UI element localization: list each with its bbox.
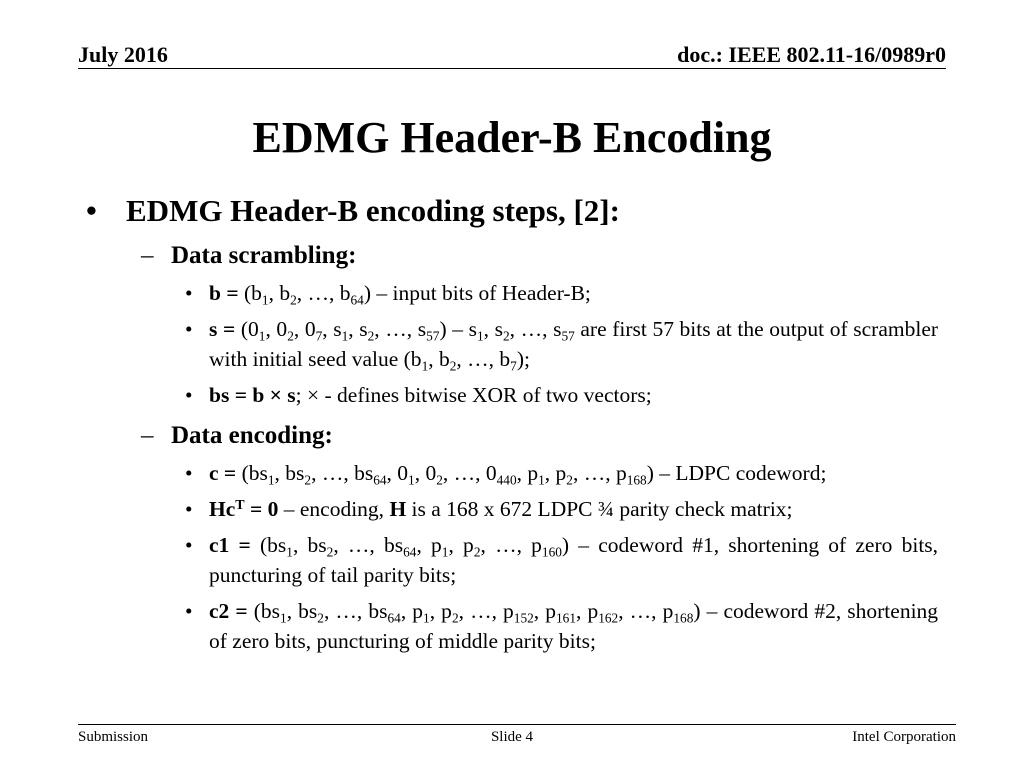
list-item <box>86 278 938 308</box>
item-text: , …, s <box>509 317 562 341</box>
item-text: ) – s <box>439 317 477 341</box>
item-text: , …, bs <box>311 461 374 485</box>
item-text: , 0 <box>414 461 437 485</box>
item-subscript: 2 <box>304 472 312 488</box>
item-text: ) – codeword #2, shortening of zero bits, puncturing of middle parity bits; <box>209 599 939 653</box>
footer-submission: Submission <box>78 729 149 745</box>
item-text: (bs <box>260 533 287 557</box>
item-subscript: 64 <box>373 472 387 488</box>
bullet-dot: • <box>185 317 193 341</box>
list-item <box>86 380 938 410</box>
item-subscript: 1 <box>341 328 349 344</box>
item-subscript: 168 <box>673 610 694 626</box>
item-equals: = <box>235 599 248 623</box>
item-equals: = <box>223 461 237 485</box>
section-heading-text: Data scrambling: <box>171 242 357 269</box>
bullet-top-text: EDMG Header-B encoding steps, [2]: <box>126 193 620 228</box>
item-text: , …, s <box>374 317 427 341</box>
item-subscript: 1 <box>441 544 449 560</box>
list-item <box>86 530 938 590</box>
item-text: are first 57 bits at the output of scrambler with initial seed value (b <box>209 317 939 371</box>
footer-slide-number: Slide 4 <box>490 729 534 745</box>
item-lead: b <box>209 281 221 305</box>
item-subscript: 2 <box>566 472 573 488</box>
item-equals: = <box>238 533 251 557</box>
dash-marker: – <box>141 422 154 449</box>
footer-divider <box>78 724 956 725</box>
footer-company: Intel Corporation <box>852 729 956 745</box>
item-subscript: 2 <box>473 544 481 560</box>
item-lead: c <box>209 461 219 485</box>
item-text: , s <box>348 317 368 341</box>
bullet-dot: • <box>185 461 193 485</box>
bullet-dot: • <box>185 497 193 521</box>
item-text: ) – input bits of Header-B; <box>363 281 591 305</box>
item-text: ) – LDPC codeword; <box>646 461 827 485</box>
item-lead: Hc <box>209 497 236 521</box>
item-text: ) – codeword #1, shortening of zero bits, puncturing of tail parity bits; <box>209 533 939 587</box>
item-subscript: 1 <box>267 472 275 488</box>
item-subscript: 1 <box>258 328 266 344</box>
item-text: (bs <box>253 599 281 623</box>
item-subscript: 2 <box>449 358 457 374</box>
item-subscript: 1 <box>476 328 484 344</box>
list-item <box>86 494 938 524</box>
item-subscript: 2 <box>502 328 510 344</box>
dash-marker: – <box>141 242 154 269</box>
item-subscript: 1 <box>261 292 269 308</box>
item-text: , …, 0 <box>442 461 497 485</box>
bullet-dot: • <box>86 193 97 228</box>
item-text: , p <box>416 533 442 557</box>
item-lead: c1 <box>209 533 230 557</box>
item-text: , 0 <box>386 461 409 485</box>
list-item <box>86 596 938 656</box>
item-text: , …, bs <box>333 533 404 557</box>
item-text: , bs <box>292 533 327 557</box>
item-equals: = <box>222 317 236 341</box>
item-subscript: 1 <box>286 544 293 560</box>
item-text: , b <box>268 281 291 305</box>
item-text: , p <box>533 599 556 623</box>
header-doc-id: doc.: IEEE 802.11-16/0989r0 <box>677 42 946 67</box>
item-text: , …, p <box>458 599 514 623</box>
item-subscript: 1 <box>421 358 429 374</box>
item-text: , …, p <box>480 533 542 557</box>
item-text: (bs <box>241 461 268 485</box>
section-heading-text: Data encoding: <box>171 422 333 449</box>
item-text: ; × - defines bitwise XOR of two vectors; <box>295 383 652 407</box>
item-subscript: 440 <box>496 472 517 488</box>
item-text: , s <box>322 317 342 341</box>
item-text: , 0 <box>293 317 316 341</box>
item-subscript: 2 <box>451 610 459 626</box>
item-equals: = 0 <box>249 497 279 521</box>
item-subscript: 160 <box>541 544 562 560</box>
list-item <box>86 314 938 374</box>
item-text: , p <box>544 461 567 485</box>
item-subscript: 64 <box>403 544 417 560</box>
section-heading <box>86 420 938 452</box>
item-lead: s <box>209 317 218 341</box>
item-text: , bs <box>286 599 318 623</box>
bullet-dot: • <box>185 281 193 305</box>
item-subscript: 64 <box>350 292 364 308</box>
item-lead: c2 <box>209 599 230 623</box>
item-text: , bs <box>274 461 305 485</box>
item-subscript: 57 <box>561 328 575 344</box>
item-subscript: 57 <box>426 328 440 344</box>
sections-container <box>86 240 938 656</box>
item-text: , …, p <box>572 461 627 485</box>
item-subscript: 2 <box>367 328 375 344</box>
item-subscript: 2 <box>436 472 443 488</box>
list-item <box>86 458 938 488</box>
item-text: , p <box>400 599 424 623</box>
bullet-dot: • <box>185 383 193 407</box>
slide-body <box>86 192 938 656</box>
item-text: , …, bs <box>323 599 388 623</box>
item-text: , p <box>576 599 599 623</box>
item-subscript: 64 <box>387 610 401 626</box>
item-subscript: 1 <box>280 610 287 626</box>
item-subscript: 7 <box>510 358 517 374</box>
item-lead-sup: T <box>235 498 245 514</box>
item-text: ); <box>516 347 530 371</box>
bullet-top <box>86 192 938 230</box>
item-subscript: 162 <box>598 610 619 626</box>
item-subscript: 1 <box>538 472 545 488</box>
item-text: , s <box>483 317 503 341</box>
item-lead: bs = b × s <box>209 383 296 407</box>
section-heading <box>86 240 938 272</box>
item-text: , p <box>448 533 474 557</box>
bullet-dot: • <box>185 533 193 557</box>
item-subscript: 7 <box>315 328 323 344</box>
item-text: is a 168 x 672 LDPC ¾ parity check matrix; <box>406 497 793 521</box>
slide-title: EDMG Header-B Encoding <box>252 113 772 162</box>
item-text: , …, p <box>618 599 674 623</box>
item-subscript: 161 <box>556 610 576 626</box>
item-text: , …, b <box>296 281 351 305</box>
item-text: , p <box>429 599 452 623</box>
item-subscript: 1 <box>408 472 415 488</box>
item-text: (b <box>243 281 262 305</box>
item-equals: = <box>226 281 239 305</box>
item-subscript: 2 <box>290 292 297 308</box>
item-subscript: 168 <box>626 472 647 488</box>
header-divider <box>78 68 946 69</box>
header-date: July 2016 <box>78 42 168 67</box>
item-subscript: 2 <box>287 328 294 344</box>
item-text: , b <box>428 347 450 371</box>
item-text: , …, b <box>456 347 511 371</box>
item-text: – encoding, <box>283 497 390 521</box>
item-subscript: 152 <box>513 610 534 626</box>
item-subscript: 2 <box>317 610 324 626</box>
bullet-dot: • <box>185 599 193 623</box>
item-bold: H <box>389 497 407 521</box>
item-text: , 0 <box>265 317 288 341</box>
item-subscript: 2 <box>326 544 334 560</box>
item-text: (0 <box>240 317 259 341</box>
item-text: , p <box>516 461 539 485</box>
item-subscript: 1 <box>423 610 430 626</box>
